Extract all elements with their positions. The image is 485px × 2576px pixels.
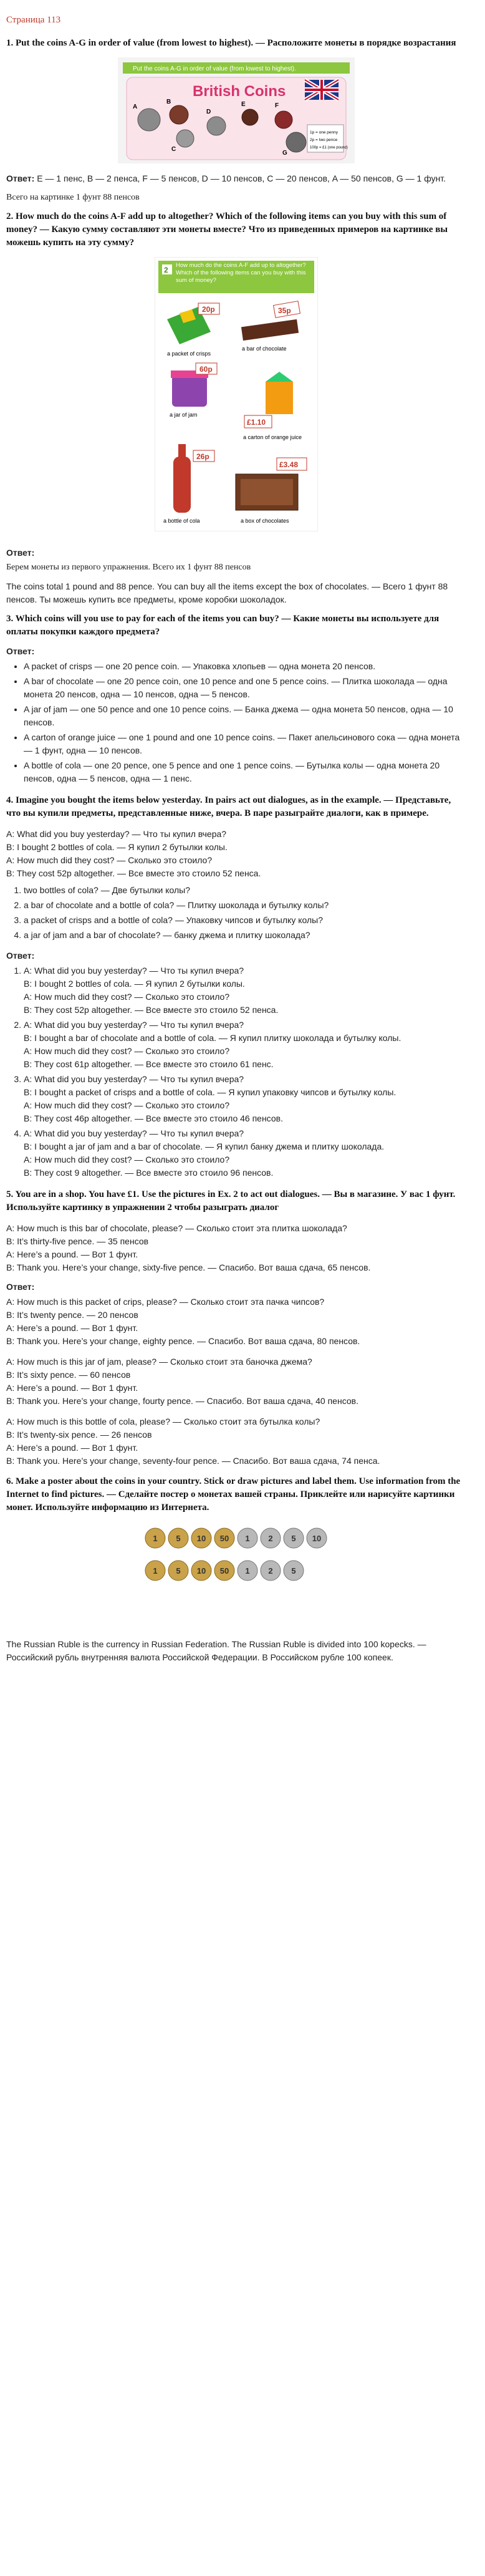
svg-text:26p: 26p bbox=[196, 452, 209, 461]
q5-example-dialogue: A: How much is this bar of chocolate, please? — Сколько стоит эта плитка шоколада? B: It’s thirty-five pence. — 35 пенсов A: Here’s a pound. — Вот 1 фунт. B: Thank you. Here’s your change, sixty-five pence. — Спасибо. Вот ваша сдача, 65 пенсов. bbox=[6, 1223, 371, 1272]
svg-text:B: B bbox=[166, 99, 171, 105]
svg-text:5: 5 bbox=[291, 1566, 296, 1576]
exercise-number: 2 bbox=[164, 266, 168, 274]
q2-answer-text: The coins total 1 pound and 88 pence. You can buy all the items except the box of chocolates. — Всего 1 фунт 88 пенсов. Ты можешь купить все предметы, кроме коробки шоколадок. bbox=[6, 581, 448, 604]
svg-text:E: E bbox=[241, 101, 246, 108]
q4-example-dialogue: A: What did you buy yesterday? — Что ты купил вчера? B: I bought 2 bottles of cola. — Я купил 2 бутылки колы. A: How much did they cost? — Сколько это стоило? B: They cost 52p altogether. — Все вместе это стоило 52 пенса. bbox=[6, 829, 261, 878]
shop-instruction: How much do the coins A-F add up to altogether? Which of the following items can you buy with this sum of money? bbox=[176, 262, 306, 284]
svg-text:a bar of chocolate: a bar of chocolate bbox=[242, 346, 287, 352]
russian-coin bbox=[284, 1528, 304, 1548]
svg-text:C: C bbox=[171, 146, 176, 153]
shop-items-image bbox=[155, 257, 318, 531]
svg-text:2: 2 bbox=[268, 1566, 273, 1576]
list-item: 3. a packet of crisps and a bottle of cola? — Упаковку чипсов и бутылку колы? bbox=[24, 914, 466, 927]
russian-coin bbox=[145, 1561, 165, 1581]
q1-note: Всего на картинке 1 фунт 88 пенсов bbox=[6, 193, 140, 202]
q5-answer-2: A: How much is this jar of jam, please? — Сколько стоит эта баночка джема? B: It’s sixty pence. — 60 пенсов A: Here’s a pound. — Вот 1 фунт. B: Thank you. Here’s your change, fourty pence. — Спасибо. Вот ваша сдача, 40 пенсов. bbox=[6, 1357, 358, 1406]
question-4-heading: 4. Imagine you bought the items below yesterday. In pairs act out dialogues, as in the example. — Представьте, что вы купили предметы, представленные ниже, вчера. В паре разыграйте диалоги, как в примере. bbox=[6, 795, 451, 818]
russian-coin bbox=[214, 1528, 234, 1548]
svg-text:A: A bbox=[133, 104, 138, 110]
svg-text:G: G bbox=[282, 150, 287, 157]
svg-text:10: 10 bbox=[196, 1566, 206, 1576]
list-item: 2. a bar of chocolate and a bottle of cola? — Плитку шоколада и бутылку колы? bbox=[24, 899, 466, 912]
coins-note-2: 2p = two pence bbox=[310, 138, 338, 142]
svg-text:1: 1 bbox=[153, 1566, 158, 1576]
q4-answer-label: Ответ: bbox=[6, 951, 35, 961]
svg-text:£1.10: £1.10 bbox=[247, 418, 266, 427]
russian-coin bbox=[168, 1528, 188, 1548]
russian-coin bbox=[145, 1528, 165, 1548]
svg-text:D: D bbox=[206, 109, 211, 115]
q5-answer-3: A: How much is this bottle of cola, please? — Сколько стоит эта бутылка колы? B: It’s twenty-six pence. — 26 пенсов A: Here’s a pound. — Вот 1 фунт. B: Thank you. Here’s your change, seventy-four pence. — Спасибо. Вот ваша сдача, 74 пенса. bbox=[6, 1416, 380, 1466]
svg-text:50: 50 bbox=[219, 1534, 229, 1543]
chocolate-box-icon bbox=[236, 474, 298, 510]
russian-coin bbox=[261, 1528, 281, 1548]
svg-text:35p: 35p bbox=[278, 306, 291, 315]
q3-answer-label: Ответ: bbox=[6, 646, 35, 656]
russian-coin bbox=[261, 1561, 281, 1581]
svg-text:a box of chocolates: a box of chocolates bbox=[241, 518, 289, 524]
svg-text:10: 10 bbox=[196, 1534, 206, 1543]
russian-coin bbox=[238, 1561, 257, 1581]
russian-coin bbox=[191, 1561, 211, 1581]
coins-instruction: Put the coins A-G in order of value (from lowest to highest). bbox=[133, 65, 296, 72]
question-1-heading: 1. Put the coins A-G in order of value (from lowest to highest). — Расположите монеты в порядке возрастания bbox=[6, 38, 456, 48]
list-item: • A bar of chocolate — one 20 pence coin, one 10 pence and one 5 pence coins. — Плитка шоколада — одна монета 20 пенсов, одна — 10 пенсов, одна — 5 пенсов. bbox=[24, 675, 466, 701]
q3-answer-list bbox=[6, 660, 466, 785]
question-5-heading: 5. You are in a shop. You have £1. Use the pictures in Ex. 2 to act out dialogues. — Вы в магазине. У вас 1 фунт. Используйте картинку в упражнении 2 чтобы разыграть диалог bbox=[6, 1189, 456, 1213]
jam-jar-icon bbox=[171, 370, 208, 407]
svg-text:a bottle of cola: a bottle of cola bbox=[163, 518, 200, 524]
svg-text:60p: 60p bbox=[199, 365, 213, 374]
svg-text:5: 5 bbox=[291, 1534, 296, 1543]
question-2-heading: 2. How much do the coins A-F add up to altogether? Which of the following items can you buy with this sum of money? — Какую сумму составляют эти монеты вместе? Что из приведенных примеров на картинке вы можешь купить на эту сумму? bbox=[6, 211, 448, 248]
list-item: • A jar of jam — one 50 pence and one 10 pence coins. — Банка джема — одна монета 50 пенсов, одна — 10 пенсов. bbox=[24, 703, 466, 729]
list-item: • A bottle of cola — one 20 pence, one 5 pence and one 1 pence coins. — Бутылка колы — одна монета 20 пенсов, одна — 5 пенсов, одна — 1 пенс. bbox=[24, 759, 466, 785]
q1-answer bbox=[6, 172, 466, 185]
list-item: • A carton of orange juice — one 1 pound and one 10 pence coins. — Пакет апельсинового сока — одна монета — 1 фунт, одна — 10 пенсов. bbox=[24, 731, 466, 757]
q6-text: The Russian Ruble is the currency in Russian Federation. The Russian Ruble is divided into 100 kopecks. — Российский рубль внутренняя валюта Российской Федерации. В Российском рубле 100 копеек. bbox=[6, 1639, 426, 1662]
british-coins-image bbox=[118, 57, 355, 163]
svg-text:a packet of crisps: a packet of crisps bbox=[167, 351, 211, 357]
coins-title: British Coins bbox=[193, 83, 286, 100]
q2-note: Берем монеты из первого упражнения. Всего их 1 фунт 88 пенсов bbox=[6, 563, 251, 572]
svg-text:10: 10 bbox=[312, 1534, 322, 1543]
list-item: 4. a jar of jam and a bar of chocolate? — банку джема и плитку шоколада? bbox=[24, 929, 466, 942]
svg-text:a carton of orange juice: a carton of orange juice bbox=[243, 434, 302, 440]
coins-note-3: 100p = £1 (one pound) bbox=[310, 146, 348, 150]
svg-text:50: 50 bbox=[219, 1566, 229, 1576]
svg-text:F: F bbox=[275, 102, 279, 109]
svg-text:5: 5 bbox=[176, 1566, 181, 1576]
russian-coin bbox=[214, 1561, 234, 1581]
russian-coin bbox=[191, 1528, 211, 1548]
svg-text:a jar of jam: a jar of jam bbox=[170, 412, 198, 418]
svg-text:20p: 20p bbox=[202, 305, 215, 314]
list-item: 2. A: What did you buy yesterday? — Что ты купил вчера? B: I bought a bar of chocolate and a bottle of cola. — Я купил плитку шоколада и бутылку колы. A: How much did they cost? — Сколько это стоило? B: They cost 61p altogether. — Все вместе это стоило 61 пенс. bbox=[24, 1019, 466, 1071]
q4-answer-list bbox=[6, 964, 466, 1179]
russian-coin bbox=[168, 1561, 188, 1581]
svg-text:1: 1 bbox=[245, 1566, 250, 1576]
svg-text:1: 1 bbox=[153, 1534, 158, 1543]
q5-answer-label: Ответ: bbox=[6, 1282, 35, 1292]
russian-coin bbox=[238, 1528, 257, 1548]
svg-text:1: 1 bbox=[245, 1534, 250, 1543]
list-item: 3. A: What did you buy yesterday? — Что ты купил вчера? B: I bought a packet of crisps and a bottle of cola. — Я купил упаковку чипсов и бутылку колы. A: How much did they cost? — Сколько это стоило? B: They cost 46p altogether. — Все вместе это стоило 46 пенсов. bbox=[24, 1073, 466, 1125]
coins-note-1: 1p = one penny bbox=[310, 130, 338, 135]
page-title: Страница 113 bbox=[6, 15, 61, 25]
svg-text:£3.48: £3.48 bbox=[279, 460, 299, 469]
q5-answer-1: A: How much is this packet of crips, please? — Сколько стоит эта пачка чипсов? B: It’s twenty pence. — 20 пенсов A: Here’s a pound. — Вот 1 фунт. B: Thank you. Here’s your change, eighty pence. — Спасибо. Вот ваша сдача, 80 пенсов. bbox=[6, 1297, 360, 1346]
list-item: 1. A: What did you buy yesterday? — Что ты купил вчера? B: I bought 2 bottles of cola. — Я купил 2 бутылки колы. A: How much did they cost? — Сколько это стоило? B: They cost 52p altogether. — Все вместе это стоило 52 пенса. bbox=[24, 964, 466, 1017]
q2-answer-label: Ответ: bbox=[6, 548, 35, 558]
svg-text:5: 5 bbox=[176, 1534, 181, 1543]
q1-answer-text: E — 1 пенс, B — 2 пенса, F — 5 пенсов, D — 10 пенсов, C — 20 пенсов, A — 50 пенсов, G — 1 фунт. bbox=[37, 173, 446, 183]
question-3-heading: 3. Which coins will you use to pay for each of the items you can buy? — Какие монеты вы используете для оплаты покупки каждого предмета? bbox=[6, 614, 439, 637]
list-item: 4. A: What did you buy yesterday? — Что ты купил вчера? B: I bought a jar of jam and a bar of chocolate. — Я купил банку джема и плитку шоколада. A: How much did they cost? — Сколько это стоило? B: They cost 9 altogether. — Все вместе это стоило 96 пенсов. bbox=[24, 1127, 466, 1179]
russian-coins-image bbox=[143, 1522, 330, 1622]
svg-text:2: 2 bbox=[268, 1534, 273, 1543]
union-jack-icon bbox=[305, 80, 339, 100]
list-item: 1. two bottles of cola? — Две бутылки колы? bbox=[24, 884, 466, 897]
list-item: • A packet of crisps — one 20 pence coin. — Упаковка хлопьев — одна монета 20 пенсов. bbox=[24, 660, 466, 673]
question-6-heading: 6. Make a poster about the coins in your country. Stick or draw pictures and label them. Use information from the Internet to find pictures. — Сделайте постер о монетах вашей страны. Приклейте или нарисуйте картинки монет. Используйте информацию из Интернета. bbox=[6, 1476, 461, 1513]
russian-coin bbox=[307, 1528, 327, 1548]
q4-task-list bbox=[6, 884, 466, 942]
answer-label: Ответ: bbox=[6, 173, 35, 183]
russian-coin bbox=[284, 1561, 304, 1581]
